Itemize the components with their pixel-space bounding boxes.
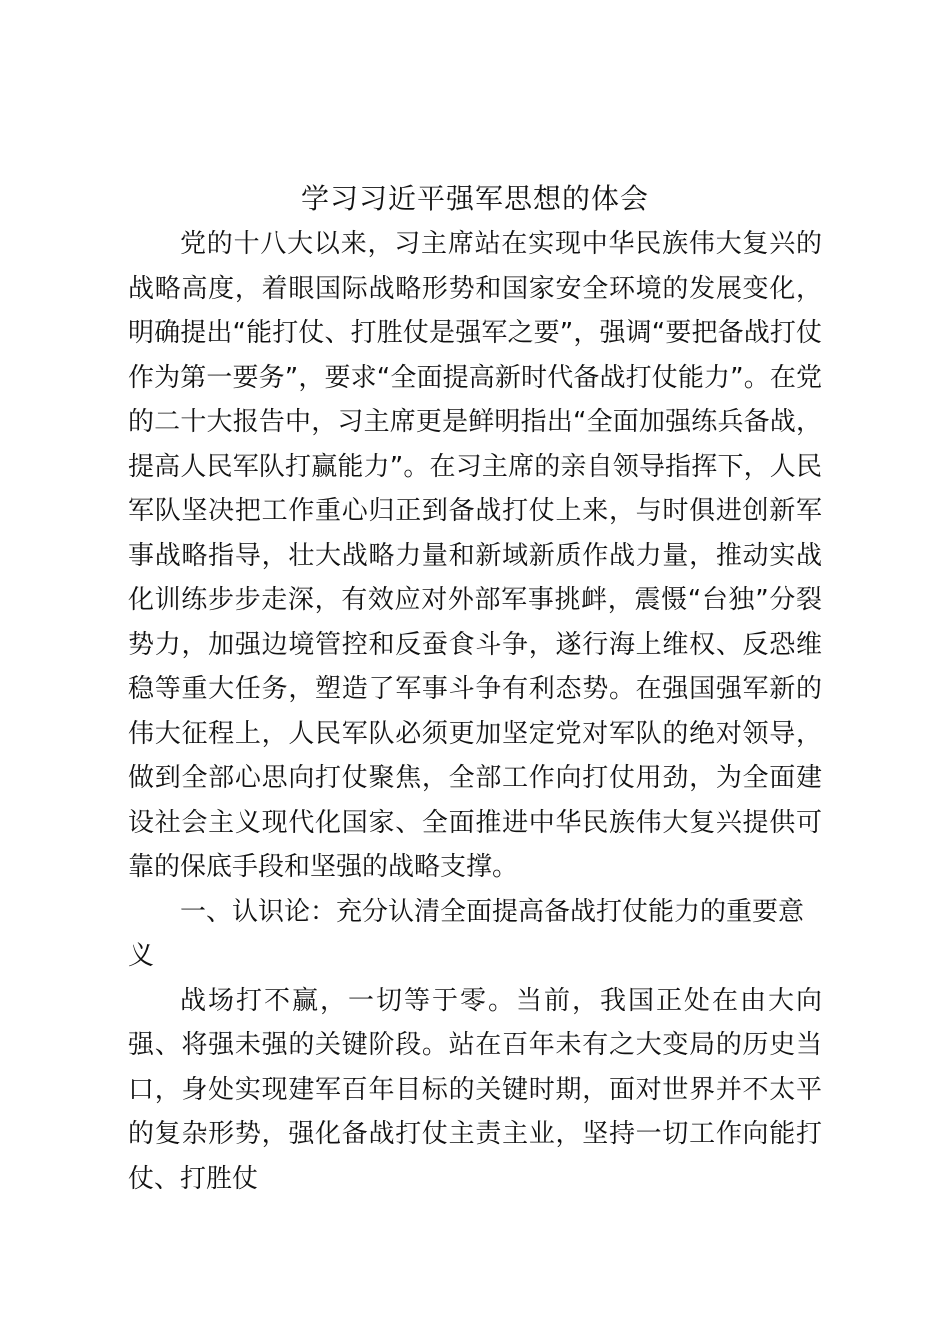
document-body	[128, 176, 822, 1201]
document-title: 学习习近平强军思想的体会	[300, 182, 649, 215]
paragraph-section1: 战场打不赢，一切等于零。当前，我国正处在由大向强、将强未强的关键阶段。站在百年未有之大变局的历史当口，身处实现建军百年目标的关键时期，面对世界并不太平的复杂形势，强化备战打仗主责主业，坚持一切工作向能打仗、打胜仗	[128, 985, 822, 1194]
section-heading-1: 一、认识论：充分认清全面提高备战打仗能力的重要意义	[128, 896, 805, 971]
paragraph-intro: 党的十八大以来，习主席站在实现中华民族伟大复兴的战略高度，着眼国际战略形势和国家安全环境的发展变化，明确提出“能打仗、打胜仗是强军之要”，强调“要把备战打仗作为第一要务”，要求“全面提高新时代备战打仗能力”。在党的二十大报告中，习主席更是鲜明指出“全面加强练兵备战，提高人民军队打赢能力”。在习主席的亲自领导指挥下，人民军队坚决把工作重心归正到备战打仗上来，与时俱进创新军事战略指导，壮大战略力量和新域新质作战力量，推动实战化训练步步走深，有效应对外部军事挑衅，震慑“台独”分裂势力，加强边境管控和反蚕食斗争，遂行海上维权、反恐维稳等重大任务，塑造了军事斗争有利态势。在强国强军新的伟大征程上，人民军队必须更加坚定党对军队的绝对领导，做到全部心思向打仗聚焦，全部工作向打仗用劲，为全面建设社会主义现代化国家、全面推进中华民族伟大复兴提供可靠的保底手段和坚强的战略支撑。	[128, 229, 822, 882]
